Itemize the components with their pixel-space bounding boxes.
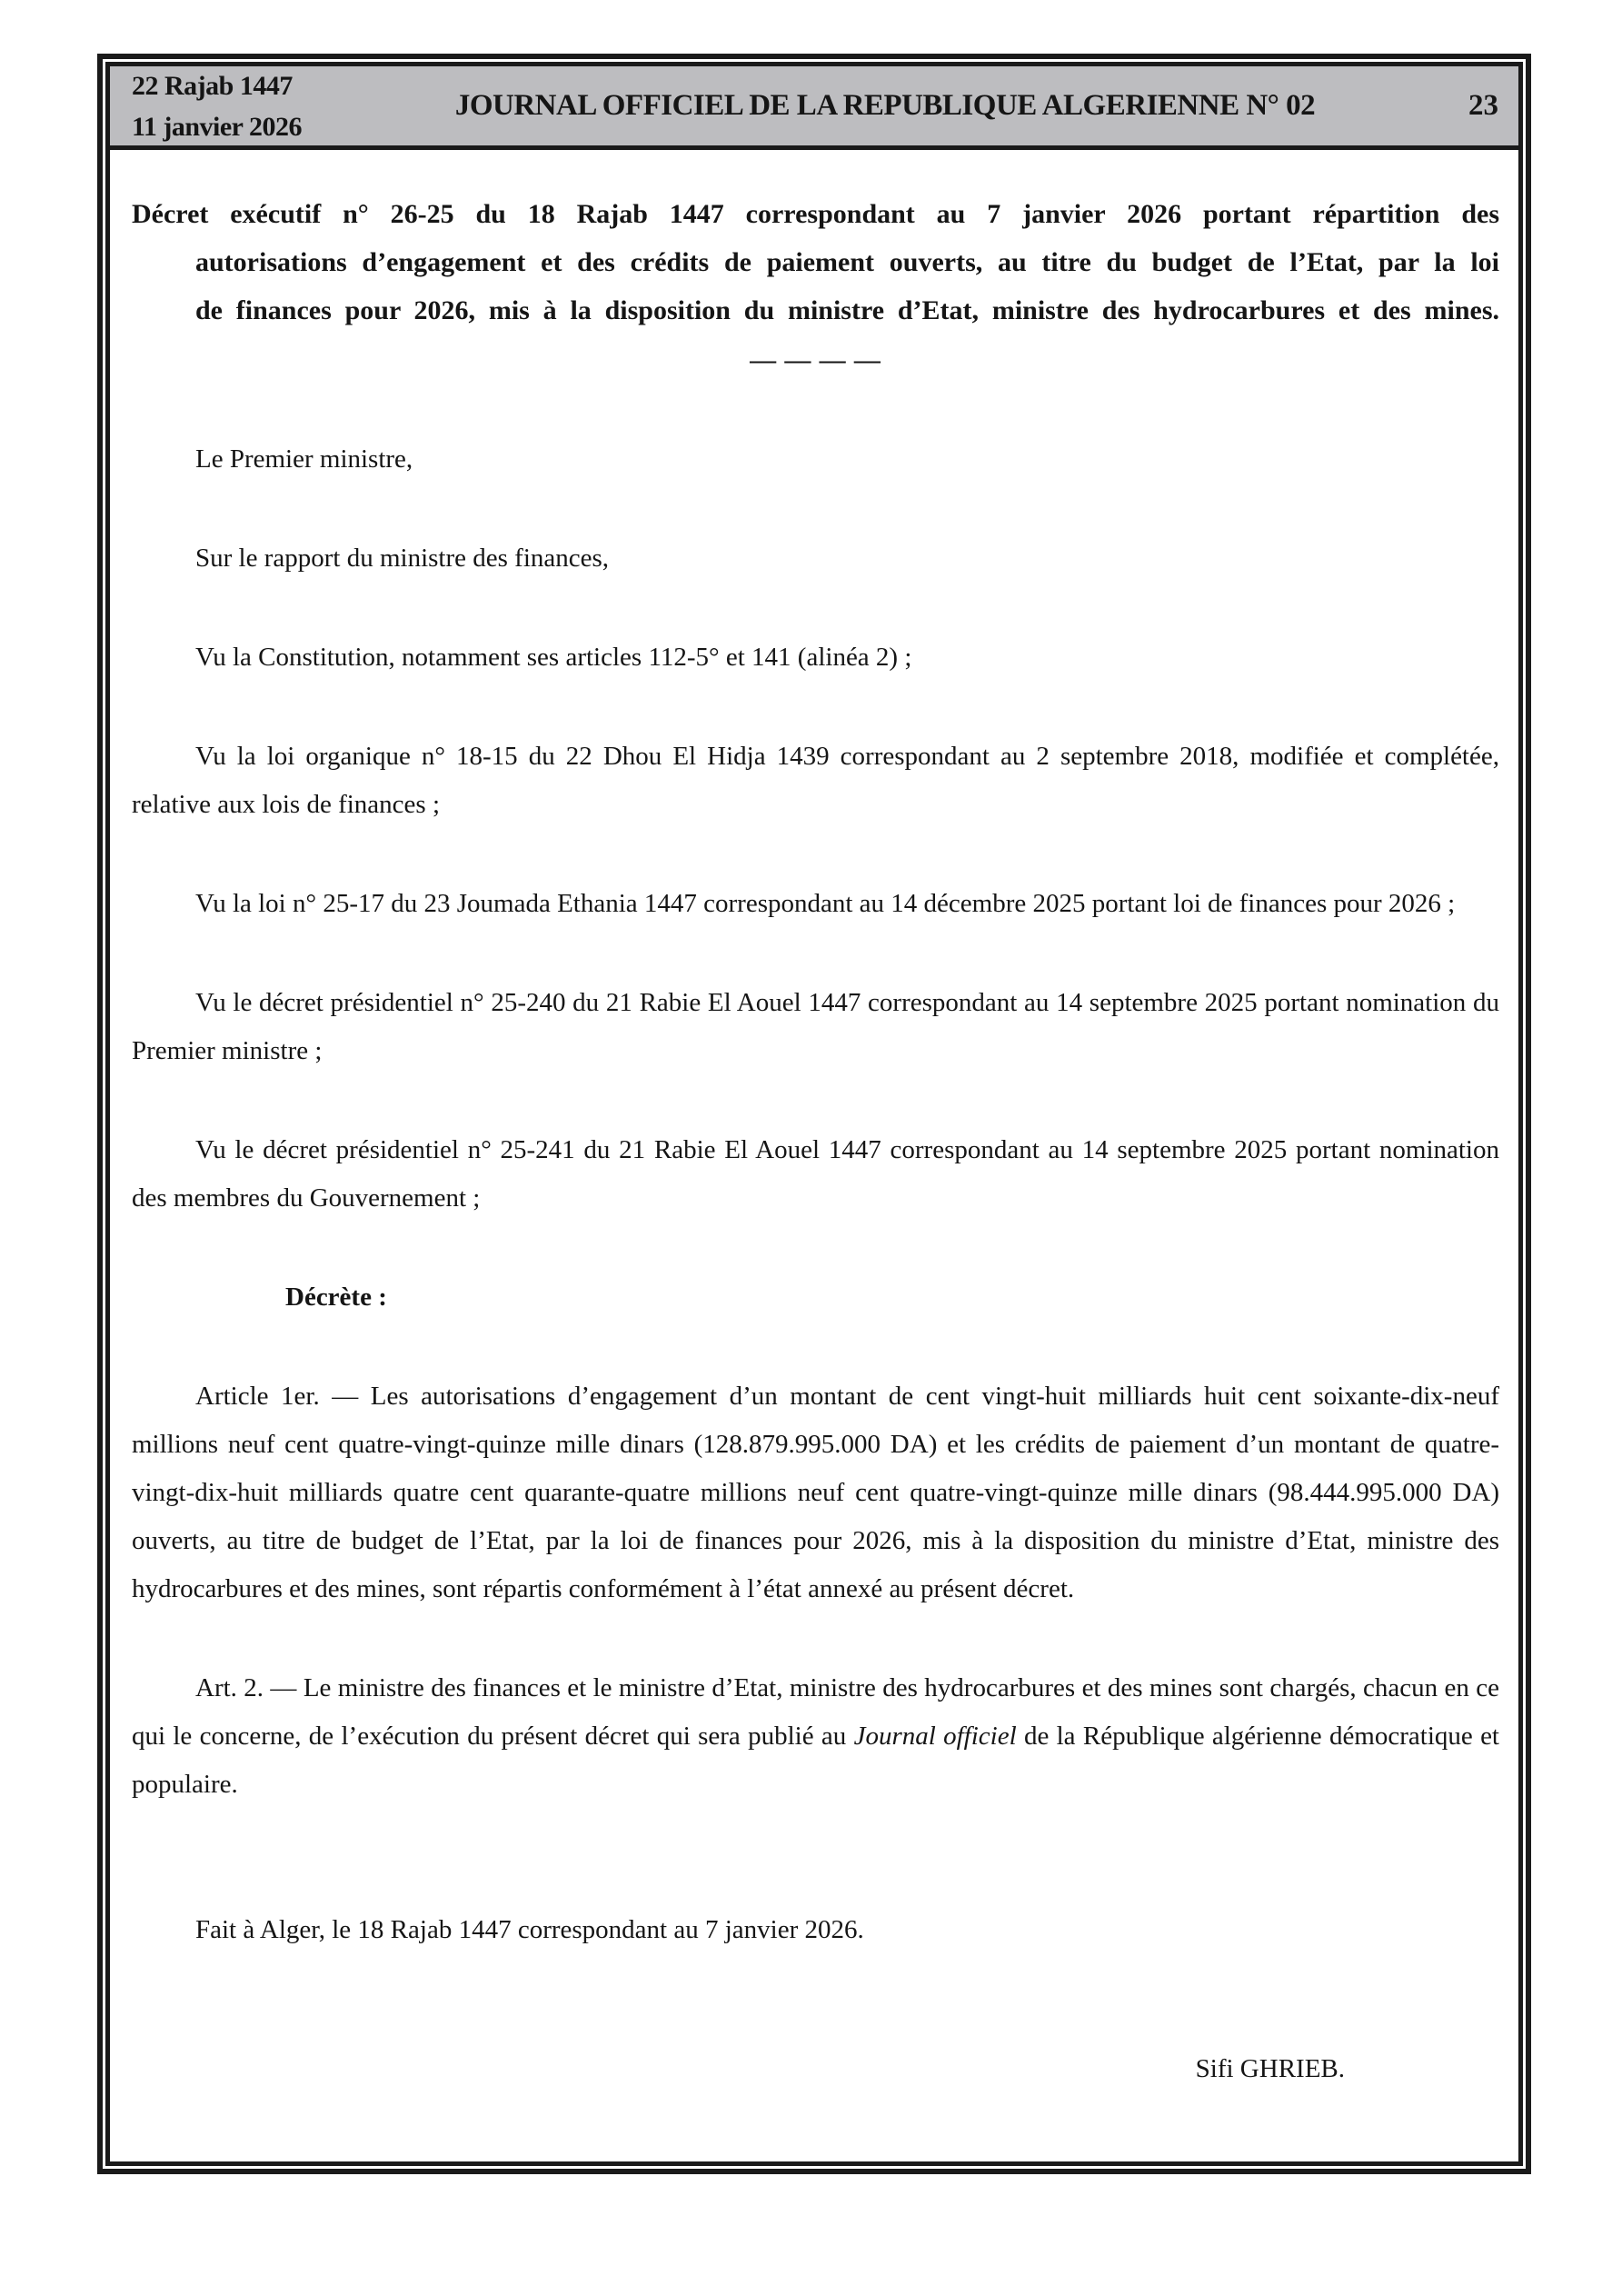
signature-name: Sifi GHRIEB.: [1195, 2054, 1345, 2083]
journal-header: [110, 66, 1518, 150]
paragraph-le-premier-ministre: Le Premier ministre,: [195, 444, 413, 474]
page-border-frame-inner: [105, 62, 1523, 2166]
page-border-frame: [97, 54, 1531, 2174]
decree-content: [110, 150, 1518, 2161]
paragraph-article-2: [132, 1664, 1499, 1809]
header-date-hijri: 22 Rajab 1447: [132, 70, 293, 101]
journal-title: JOURNAL OFFICIEL DE LA REPUBLIQUE ALGERIENNE N° 02: [454, 89, 1316, 122]
decree-title: [132, 190, 1499, 334]
decree-title-line: de finances pour 2026, mis à la disposition du ministre d’Etat, ministre des hydrocarbures et des mines.: [195, 295, 1499, 325]
decrete-heading: Décrète :: [285, 1283, 387, 1312]
header-date-gregorian: 11 janvier 2026: [132, 111, 302, 142]
title-separator-dashes: — — — —: [750, 345, 881, 374]
paragraph-vu-decret-25-241: Vu le décret présidentiel n° 25-241 du 21 Rabie El Aouel 1447 correspondant au 14 septembre 2025 portant nomination des membres du Gouvernement ;: [132, 1135, 1499, 1213]
paragraph-sur-le-rapport: Sur le rapport du ministre des finances,: [195, 544, 610, 573]
paragraph-vu-constitution: Vu la Constitution, notamment ses articles 112-5° et 141 (alinéa 2) ;: [195, 643, 912, 672]
page-number: 23: [1468, 89, 1498, 122]
paragraph-fait-a-alger: Fait à Alger, le 18 Rajab 1447 correspondant au 7 janvier 2026.: [195, 1915, 864, 1944]
article-2-text-end: de la République algérienne démocratique et populaire.: [132, 1722, 1499, 1799]
paragraph-article-1: Article 1er. — Les autorisations d’engagement d’un montant de cent vingt-huit milliards huit cent soixante-dix-neuf millions neuf cent quatre-vingt-quinze mille dinars (128.879.995.000 DA) et les crédits de paiement d’un montant de quatre-vingt-dix-huit milliards quatre cent quarante-quatre millions neuf cent quatre-vingt-quinze mille dinars (98.444.995.000 DA) ouverts, au titre de budget de l’Etat, par la loi de finances pour 2026, mis à la disposition du ministre d’Etat, ministre des hydrocarbures et des mines, sont répartis conformément à l’état annexé au présent décret.: [132, 1382, 1499, 1603]
paragraph-vu-loi-25-17: Vu la loi n° 25-17 du 23 Joumada Ethania 1447 correspondant au 14 décembre 2025 portant loi de finances pour 2026 ;: [195, 889, 1456, 918]
paragraph-vu-loi-organique-18-15: Vu la loi organique n° 18-15 du 22 Dhou El Hidja 1439 correspondant au 2 septembre 2018, modifiée et complétée, relative aux lois de finances ;: [132, 742, 1499, 819]
article-2-text: Art. 2. — Le ministre des finances et le ministre d’Etat, ministre des hydrocarbures et des mines sont chargés, chacun en ce qui le concerne, de l’exécution du présent décret qui sera publié au: [132, 1673, 1499, 1751]
paragraph-vu-decret-25-240: Vu le décret présidentiel n° 25-240 du 21 Rabie El Aouel 1447 correspondant au 14 septembre 2025 portant nomination du Premier ministre ;: [132, 988, 1499, 1065]
decree-title-line: autorisations d’engagement et des crédits de paiement ouverts, au titre du budget de l’Etat, par la loi: [195, 247, 1499, 277]
journal-officiel-italic: Journal officiel: [853, 1722, 1017, 1751]
header-dates: [132, 65, 302, 147]
decree-title-line: Décret exécutif n° 26-25 du 18 Rajab 1447 correspondant au 7 janvier 2026 portant répartition des: [132, 199, 1499, 229]
